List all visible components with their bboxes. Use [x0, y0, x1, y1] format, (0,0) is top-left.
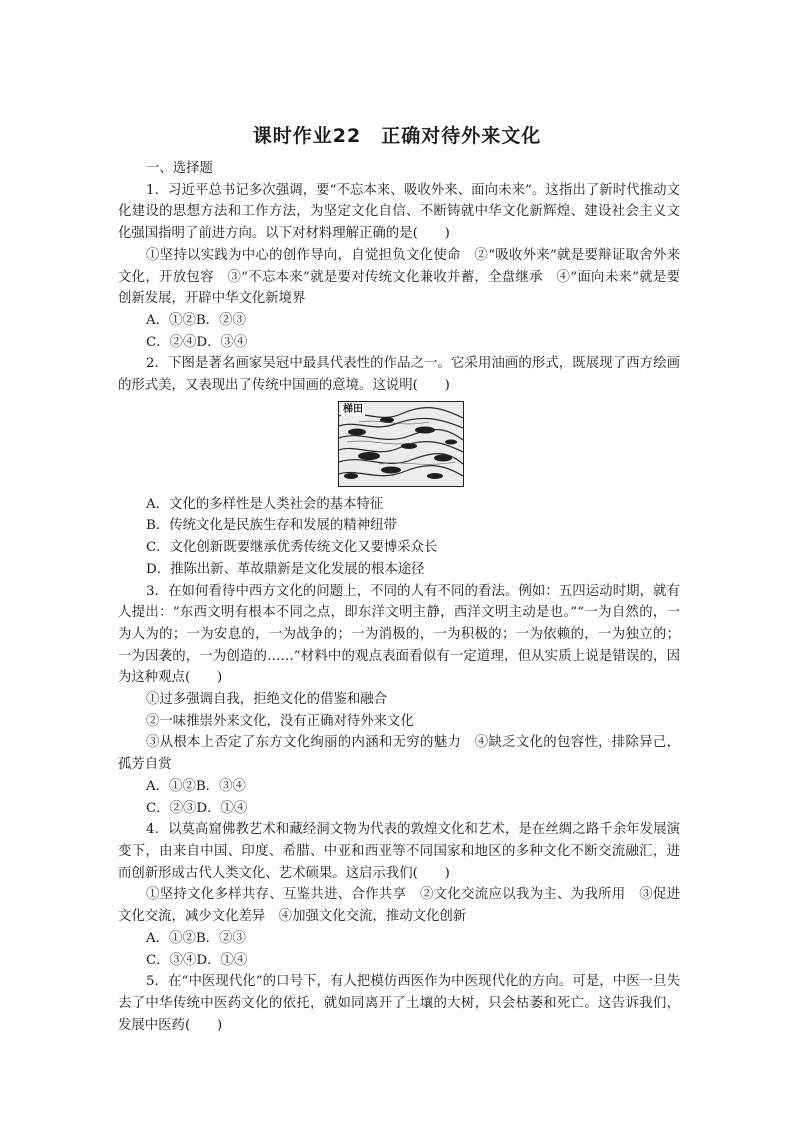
- question-2-option-a: A．文化的多样性是人类社会的基本特征: [146, 496, 384, 512]
- question-3-items-3-4: ③从根本上否定了东方文化绚丽的内涵和无穷的魅力 ④缺乏文化的包容性，排除异己，孤芳自赏: [118, 735, 680, 773]
- question-5-stem: 5．在“中医现代化”的口号下，有人把模仿西医作为中医现代化的方向。可是，中医一旦失去了中华传统中医药文化的依托，就如同离开了土壤的大树，只会枯萎和死亡。这告诉我们，发展中医药( ): [118, 974, 680, 1033]
- question-4-items: ①坚持文化多样共存、互鉴共进、合作共享 ②文化交流应以我为主、为我所用 ③促进文化交流，减少文化差异 ④加强文化交流，推动文化创新: [118, 887, 680, 925]
- question-1-items: ①坚持以实践为中心的创作导向，自觉担负文化使命 ②“吸收外来”就是要辩证取舍外来文化，开放包容 ③“不忘本来”就是要对传统文化兼收并蓄，全盘继承 ④“面向未来”就是要创新发展，开辟中华文化新境界: [118, 247, 680, 307]
- question-4-stem: 4．以莫高窟佛教艺术和藏经洞文物为代表的敦煌文化和艺术，是在丝绸之路千余年发展演变下，由来自中国、印度、希腊、中亚和西亚等不同国家和地区的多种文化不断交流融汇，进而创新形成古代人类文化、艺术硕果。这启示我们( ): [118, 822, 680, 881]
- question-3-options-cd: C．②③D．①④: [146, 800, 248, 816]
- question-3-item-2: ②一味推崇外来文化，没有正确对待外来文化: [146, 713, 414, 729]
- question-4-options-cd: C．③④D．①④: [146, 952, 248, 968]
- question-1-options-ab: A．①②B．②③: [146, 312, 246, 328]
- page-title: 课时作业22 正确对待外来文化: [252, 125, 542, 147]
- question-2-option-c: C．文化创新既要继承优秀传统文化又要博采众长: [146, 540, 438, 556]
- question-2-stem: 2．下图是著名画家吴冠中最具代表性的作品之一。它采用油画的形式，既展现了西方绘画的形式美，又表现出了传统中国画的意境。这说明( ): [118, 356, 680, 394]
- question-3-item-1: ①过多强调自我，拒绝文化的借鉴和融合: [146, 692, 388, 708]
- section-heading: 一、选择题: [146, 161, 213, 176]
- question-3-options-ab: A．①②B．③④: [146, 778, 246, 794]
- question-4-options-ab: A．①②B．②③: [146, 930, 246, 946]
- figure-label: 梯田: [343, 403, 363, 415]
- question-2-option-b: B．传统文化是民族生存和发展的精神纽带: [146, 518, 397, 534]
- terraced-fields-painting: [338, 401, 464, 487]
- question-3-stem: 3．在如何看待中西方文化的问题上，不同的人有不同的看法。例如：五四运动时期，就有人提出：“东西文明有根本不同之点，即东洋文明主静，西洋文明主动是也。”“一为自然的，一为人为的；一为安息的，一为战争的；一为消极的，一为积极的；一为依赖的，一为独立的；一为因袭的，一为创造的……”材料中的观点表面看似有一定道理，但从实质上说是错误的，因为这种观点( ): [118, 583, 680, 686]
- question-1-stem: 1．习近平总书记多次强调，要“不忘本来、吸收外来、面向未来”。这指出了新时代推动文化建设的思想方法和工作方法，为坚定文化自信、不断铸就中华文化新辉煌、建设社会主义文化强国指明了前进方向。以下对材料理解正确的是( ): [118, 182, 680, 242]
- question-content: [118, 158, 680, 1036]
- question-2-option-d: D．推陈出新、革故鼎新是文化发展的根本途径: [146, 561, 425, 577]
- question-1-options-cd: C．②④D．③④: [146, 334, 248, 350]
- figure-wrapper: [118, 401, 680, 489]
